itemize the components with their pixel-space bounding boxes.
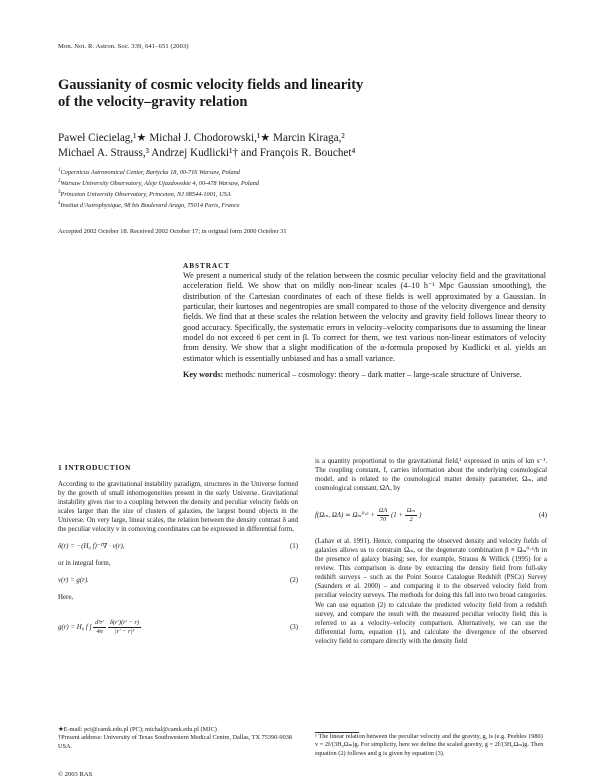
equation-2-number: (2) bbox=[289, 577, 298, 585]
equation-1 bbox=[58, 542, 298, 551]
affiliation-number: 2 bbox=[58, 178, 61, 184]
equation-3 bbox=[58, 611, 298, 645]
fraction-denominator: 4π bbox=[96, 628, 103, 636]
keywords-text: methods: numerical – cosmology: theory – dark matter – large-scale structure of Universe. bbox=[225, 370, 522, 380]
equation-3-body bbox=[58, 619, 141, 636]
affiliation-2 bbox=[58, 178, 558, 189]
equation-3-fraction-1 bbox=[93, 619, 106, 636]
equation-4-body bbox=[315, 507, 421, 524]
fraction-numerator: ΩΛ bbox=[378, 506, 388, 514]
fraction-numerator: δ(r′)(r′ − r) bbox=[109, 619, 140, 627]
copyright: © 2003 RAS bbox=[58, 771, 93, 778]
authors bbox=[58, 131, 558, 160]
fraction-denominator: 2 bbox=[409, 515, 413, 523]
intro-paragraph-2: or in integral form, bbox=[58, 560, 111, 568]
authors-line-1: Paweł Ciecielag,¹★ Michał J. Chodorowski,¹★ Marcin Kiraga,² bbox=[58, 132, 345, 144]
journal-citation: Mon. Not. R. Astron. Soc. 339, 641–651 (2003) bbox=[58, 43, 189, 50]
affiliation-number: 1 bbox=[58, 168, 61, 173]
equation-2-body: v(r) = g(r). bbox=[58, 577, 89, 585]
footnote-1: ¹ The linear relation between the peculiar velocity and the gravity, g, is (e.g. Peebles 1980) v = 2f/(3H₀Ωₘ)g. For simplicity, here we define the scaled gravity, g = 2f/(3H₀Ωₘ)g. Then equation (2) follows and g is given by equation (3). bbox=[315, 733, 544, 757]
title-line-1: Gaussianity of cosmic velocity fields and linearity bbox=[58, 77, 364, 93]
affiliation-text: Copernicus Astronomical Center, Bartycka 18, 00-716 Warsaw, Poland bbox=[60, 169, 240, 177]
affiliation-text: Princeton University Observatory, Princeton, NJ 08544-1001, USA bbox=[60, 190, 231, 198]
intro-paragraph-3: Here, bbox=[58, 594, 74, 602]
affiliation-4 bbox=[58, 200, 558, 211]
keywords bbox=[183, 370, 546, 380]
equation-3-lhs: g(r) = H₀ f ∫ bbox=[58, 624, 92, 632]
footnote-present-address: †Present address: University of Texas Southwestern Medical Centre, Dallas, TX 75390-9038 USA. bbox=[58, 734, 293, 750]
equation-4 bbox=[315, 501, 547, 529]
equation-4-lhs: f(Ωₘ, ΩΛ) ≃ Ωₘ⁰·⁶ + bbox=[315, 511, 375, 519]
right-column bbox=[315, 457, 547, 646]
equation-4-mid: (1 + bbox=[390, 511, 404, 519]
right-paragraph-1: is a quantity proportional to the gravitational field,¹ expressed in units of km s⁻¹. The coupling constant, f, carries information about the underlying cosmological model, and is related to the cosmological matter density parameter, Ωₘ, and cosmological constant, ΩΛ, by bbox=[315, 458, 547, 493]
affiliation-text: Warsaw University Observatory, Aleje Ujazdowskie 4, 00-478 Warsaw, Poland bbox=[60, 179, 260, 187]
affiliation-text: Institut d’Astrophysique, 98 bis Boulevard Arago, 75014 Paris, France bbox=[60, 201, 240, 209]
fraction-numerator: d³r′ bbox=[95, 619, 105, 627]
equation-4-number: (4) bbox=[538, 511, 547, 519]
footnote-email: ★E-mail: pci@camk.edu.pl (PC); michal@camk.edu.pl (MJC) bbox=[58, 726, 217, 733]
fraction-numerator: Ωₘ bbox=[406, 506, 416, 514]
affiliation-3 bbox=[58, 189, 558, 200]
equation-1-body: δ(r) = −(H₀ f)⁻¹∇ · v(r), bbox=[58, 543, 125, 551]
right-paragraph-2: (Lahav et al. 1991). Hence, comparing the observed density and velocity fields of galaxies allows us to constrain Ωₘ, or the degenerate combination β ≡ Ωₘ⁰·⁶/b in the presence of galaxy biasing; see, for example, Strauss & Willick (1995) for a review. This comparison is done by extracting the density field from full-sky redshift surveys – such as the Point Source Catalogue Redshift (PSCz) Survey (Saunders et al. 2000) – and comparing it to the observed velocity field from peculiar velocity surveys. The methods for doing this fall into two broad categories. We can use equation (2) to calculate the predicted velocity field from a redshift survey, and compare the result with the measured peculiar velocity field; this is referred to as a velocity–velocity comparison. Alternatively, we can use the differential form, equation (1), and calculate the divergence of the observed velocity field to compare directly with the density field bbox=[315, 538, 547, 645]
fraction-denominator: |r′ − r|³ bbox=[114, 628, 135, 636]
fraction-denominator: 70 bbox=[379, 515, 387, 523]
intro-paragraph-1: According to the gravitational instability paradigm, structures in the Universe formed by the growth of small inhomogeneities present in the early Universe. Gravitational instability gives rise to a coupling between the density and peculiar velocity fields on scales larger than the size of clusters of galaxies, the largest bound objects in the Universe. On very large, linear scales, the relation between the density contrast δ and the peculiar velocity v in comoving coordinates can be expressed in differential form, bbox=[58, 481, 298, 534]
equation-4-fraction-1 bbox=[377, 507, 389, 524]
equation-4-fraction-2 bbox=[405, 507, 418, 524]
abstract bbox=[183, 262, 546, 380]
title-line-2: of the velocity–gravity relation bbox=[58, 94, 248, 110]
equation-3-fraction-2 bbox=[108, 619, 141, 636]
left-footnotes bbox=[58, 726, 298, 751]
affiliations bbox=[58, 167, 558, 211]
abstract-text: We present a numerical study of the relation between the cosmic peculiar velocity field and the gravitational acceleration field. We show that on mildly non-linear scales (4–10 h⁻¹ Mpc Gaussian smoothing), the distribution of the Cartesian coordinates of each of these fields is well approximated by a Gaussian. In particular, their kurtoses and negentropies are small compared to those of the velocity divergence and density fields. We find that at these scales the relation between the velocity and gravity field follows linear theory to good accuracy. Specifically, the systematic errors in velocity–velocity comparisons due to assuming the linear model do not exceed 6 per cent in β. To correct for them, we test various non-linear estimators of velocity from density. We show that a slight modification of the α-formula proposed by Kudlicki et al. yields an estimator which is essentially unbiased and has a small variance. bbox=[183, 271, 546, 363]
affiliation-number: 3 bbox=[58, 189, 61, 195]
dates-line: Accepted 2002 October 18. Received 2002 October 17; in original form 2000 October 31 bbox=[58, 228, 287, 235]
affiliation-1 bbox=[58, 167, 558, 178]
equation-2 bbox=[58, 576, 298, 585]
keywords-label: Key words: bbox=[183, 370, 224, 380]
abstract-heading: ABSTRACT bbox=[183, 262, 231, 270]
equation-3-number: (3) bbox=[289, 623, 298, 631]
authors-line-2: Michael A. Strauss,³ Andrzej Kudlicki¹† and François R. Bouchet⁴ bbox=[58, 146, 356, 159]
equation-1-number: (1) bbox=[289, 543, 298, 551]
left-column bbox=[58, 463, 298, 653]
section-heading: 1 INTRODUCTION bbox=[58, 463, 132, 472]
affiliation-number: 4 bbox=[58, 200, 61, 206]
equation-4-end: ) bbox=[419, 511, 422, 519]
paper-title bbox=[58, 77, 478, 111]
right-footnote bbox=[315, 732, 547, 758]
